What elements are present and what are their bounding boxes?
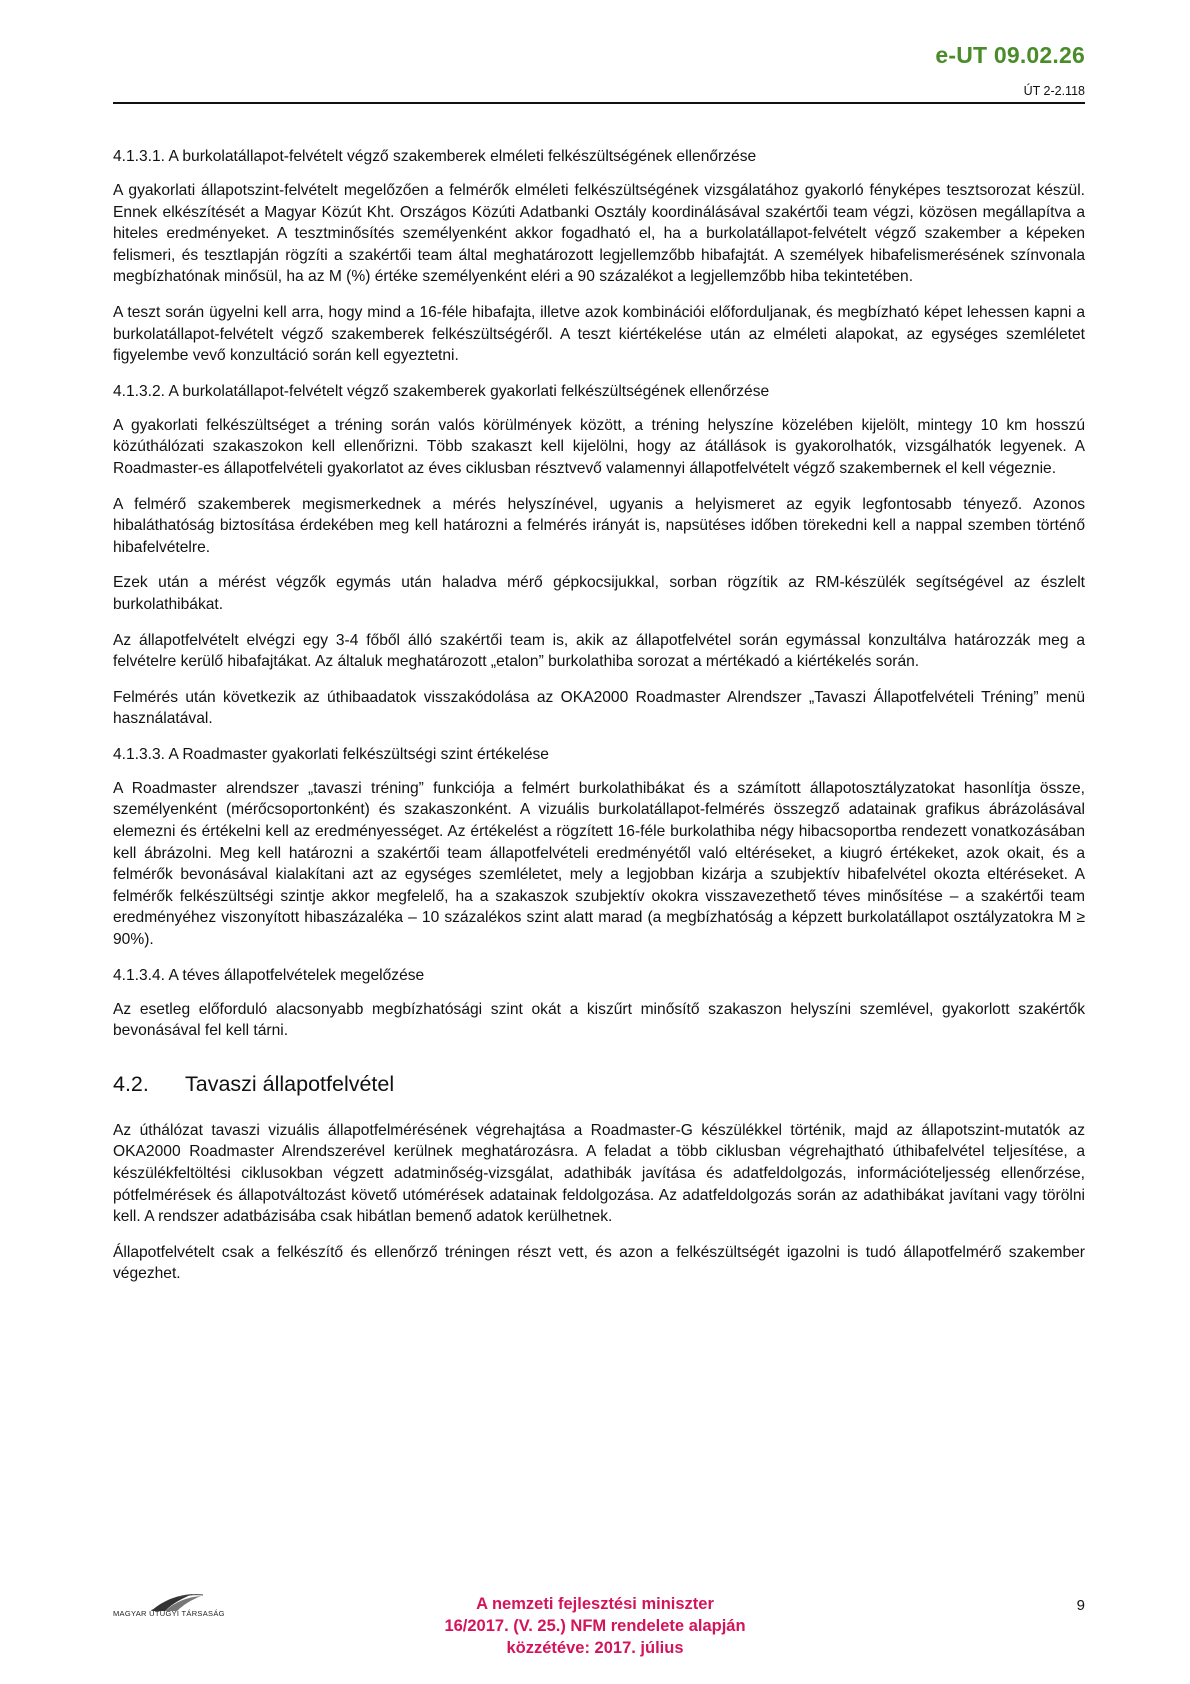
- section-42-title: Tavaszi állapotfelvétel: [185, 1071, 395, 1096]
- logo-text: MAGYAR ÚTÜGYI TÁRSASÁG: [113, 1609, 225, 1618]
- section-42-number: 4.2.: [113, 1071, 149, 1096]
- section-4132-paragraph-5: Felmérés után következik az úthibaadatok visszakódolása az OKA2000 Roadmaster Alrendszer „Tavaszi Állapotfelvételi Tréning” menü használatával.: [113, 688, 1085, 728]
- section-4132-paragraph-4: Az állapotfelvételt elvégzi egy 3-4 főből álló szakértői team is, akik az állapotfelvétel során egymással konzultálva határozzák meg a felvételre kerülő hibafajtákat. Az általuk meghatározott „etalon” burkolathiba sorozat a mértékadó a kiértékelés során.: [113, 631, 1085, 671]
- section-4132-paragraph-3: Ezek után a mérést végzők egymás után haladva mérő gépkocsijukkal, sorban rögzítik az RM-készülék segítségével az észlelt burkolathibákat.: [113, 574, 1085, 613]
- document-reference: ÚT 2-2.118: [1023, 84, 1085, 98]
- notice-line-1: A nemzeti fejlesztési miniszter: [476, 1595, 714, 1613]
- notice-line-3: közzétéve: 2017. július: [506, 1639, 684, 1657]
- section-42-heading: [113, 1071, 1085, 1097]
- section-4131-heading: 4.1.3.1. A burkolatállapot-felvételt végző szakemberek elméleti felkészültségének ellenőrzése: [113, 148, 757, 165]
- section-4134-paragraph-1: Az esetleg előforduló alacsonyabb megbízhatósági szint okát a kiszűrt minősítő szakaszon helyszíni szemlével, gyakorlott szakértők bevonásával fel kell tárni.: [113, 1000, 1085, 1040]
- section-4131-paragraph-1: A gyakorlati állapotszint-felvételt megelőzően a felmérők elméleti felkészültségének vizsgálatához gyakorló fényképes tesztsorozat készül. Ennek elkészítését a Magyar Közút Kht. Országos Közúti Adatbanki Osztály koordinálásával szakértői team végzi, közösen megállapítva a hiteles eredményeket. A tesztminősítés személyenként akkor fogadható el, ha a burkolatállapot-felvételt végző szakember a képeken felismeri, és tesztlapján rögzíti a szakértői team által meghatározott legjellemzőbb hibafajtát. A személyek hibafelismerésének színvonala megbízhatónak minősül, ha az M (%) értéke személyenként eléri a 90 százalékot a legjellemzőbb hiba tekintetében.: [113, 182, 1085, 286]
- section-4133-paragraph-1: A Roadmaster alrendszer „tavaszi tréning” funkciója a felmért burkolathibákat és a számított állapotosztályzatokat hasonlítja össze, személyenként (mérőcsoportonként) és szakaszonként. A vizuális burkolatállapot-felmérés összegző adatainak grafikus ábrázolásával elemezni és értékelni kell az eredményességet. Az értékelést a rögzített 16-féle burkolathiba négy hibacsoportba rendezett vonatkozásában kell ábrázolni. Meg kell határozni a szakértői team állapotfelvételi eredményétől való eltéréseket, a kiugró értékeket, azok okait, és a felmérők bevonásával kialakítani azt az egységes szemléletet, mely a legjobban kizárja a szubjektív hibafelvétel okozta eltéréseket. A felmérők felkészültségi szintje akkor megfelelő, ha a szakaszok szubjektív okokra visszavezethető téves minősítése – a szakértői team eredményéhez viszonyított hibaszázaléka – 10 százalékos szint alatt marad (a megbízhatóság a képzett burkolatállapot osztályzatokra M ≥ 90%).: [113, 779, 1085, 949]
- section-4132-heading: 4.1.3.2. A burkolatállapot-felvételt végző szakemberek gyakorlati felkészültségének ellenőrzése: [113, 382, 770, 400]
- publication-notice: [0, 1593, 1190, 1659]
- page-number: 9: [1076, 1597, 1085, 1614]
- section-4133-heading: 4.1.3.3. A Roadmaster gyakorlati felkészültségi szint értékelése: [113, 745, 549, 763]
- document-code: e-UT 09.02.26: [935, 42, 1085, 68]
- section-4131-paragraph-2: A teszt során ügyelni kell arra, hogy mind a 16-féle hibafajta, illetve azok kombinációi előforduljanak, és megbízható képet lehessen kapni a burkolatállapot-felvételt végző szakemberek felkészültségéről. A teszt kiértékelése után az elméleti alapokat, az egységes szemléletet figyelembe vevő konzultáció során kell egyeztetni.: [113, 303, 1085, 365]
- main-content: [113, 146, 1085, 1299]
- section-42-paragraph-1: Az úthálózat tavaszi vizuális állapotfelmérésének végrehajtása a Roadmaster-G készülékkel történik, majd az állapotszint-mutatók az OKA2000 Roadmaster Alrendszerével kerülnek meghatározásra. A feladat a több ciklusban végrehajtható úthibafelvétel teljesítése, a készülékfeltöltési ciklusokban végzett adatminőség-vizsgálat, adathibák javítása és adatfeldolgozás, információteljesség ellenőrzése, pótfelmérések és állapotváltozást követő utómérések adatainak feldolgozása. Az adatfeldolgozás során az adathibákat javítani vagy törölni kell. A rendszer adatbázisába csak hibátlan bemenő adatok kerülhetnek.: [113, 1121, 1085, 1226]
- section-42-paragraph-2: Állapotfelvételt csak a felkészítő és ellenőrző tréningen részt vett, és azon a felkészültségét igazolni is tudó állapotfelmérő szakember végezhet.: [113, 1243, 1085, 1283]
- section-4134-heading: 4.1.3.4. A téves állapotfelvételek megelőzése: [113, 966, 425, 984]
- section-4132-paragraph-1: A gyakorlati felkészültséget a tréning során valós körülmények között, a tréning helyszíne közelében kijelölt, mintegy 10 km hosszú közúthálózati szakaszokon kell ellenőrizni. Több szakaszt kell kijelölni, hogy az átállások is gyakorolhatók, vizsgálhatók legyenek. A Roadmaster-es állapotfelvételi gyakorlatot az éves ciklusban résztvevő valamennyi állapotfelvételt végző szakembernek el kell végeznie.: [113, 416, 1085, 477]
- header-divider: [113, 102, 1085, 104]
- section-4132-paragraph-2: A felmérő szakemberek megismerkednek a mérés helyszínével, ugyanis a helyismeret az egyik legfontosabb tényező. Azonos hibaláthatóság biztosítása érdekében meg kell határozni a felmérés irányát is, napsütéses időben törekedni kell a nappal szemben történő hibafelvételre.: [113, 495, 1085, 556]
- page-footer: [0, 1585, 1190, 1675]
- notice-line-2: 16/2017. (V. 25.) NFM rendelete alapján: [444, 1617, 746, 1635]
